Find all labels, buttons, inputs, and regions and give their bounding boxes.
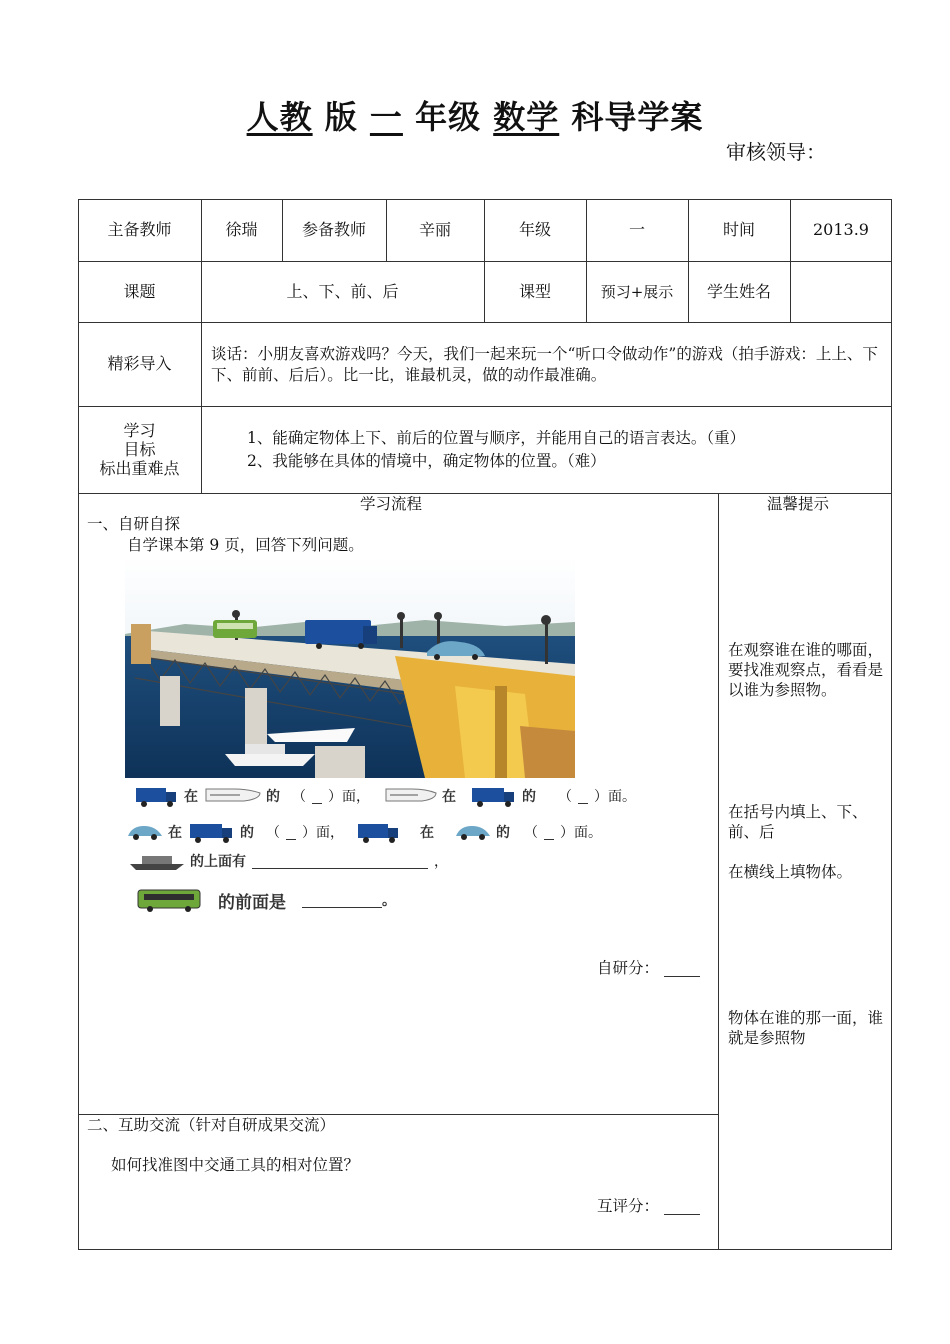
title-edition: 版 — [324, 98, 358, 136]
tip-4: 物体在谁的那一面，谁就是参照物 — [728, 1009, 884, 1047]
paren-close: ）面， — [302, 825, 344, 841]
goals-label-line: 标出重难点 — [99, 459, 180, 478]
page-title — [0, 92, 950, 138]
time-label: 时间 — [722, 220, 755, 239]
word-de: 的 — [496, 825, 510, 841]
reviewer-label: 审核领导： — [726, 140, 826, 164]
topic-label: 课题 — [123, 281, 156, 301]
train-icon — [204, 785, 262, 807]
peer-score — [597, 1196, 700, 1217]
truck-icon — [188, 820, 236, 844]
tips-header: 温馨提示 — [767, 495, 830, 513]
grade-label: 年级 — [518, 220, 551, 239]
title-publisher: 人教 — [246, 98, 313, 136]
peer-score-blank[interactable] — [664, 1200, 700, 1215]
student-name-value[interactable] — [790, 261, 892, 322]
paren-close: ）面， — [328, 789, 370, 805]
title-plan: 科导学案 — [571, 98, 704, 136]
goals-label-line: 学习 — [123, 421, 156, 440]
intro-label: 精彩导入 — [107, 354, 172, 373]
tip-2: 在括号内填上、下、前、后 — [728, 803, 868, 841]
bus-icon — [136, 886, 202, 914]
question-text: 的上面有 — [190, 854, 246, 870]
title-subject: 数学 — [493, 98, 560, 136]
lesson-type-value: 预习+展示 — [600, 282, 674, 301]
train-icon — [384, 785, 438, 807]
question-row — [126, 820, 608, 844]
paren-open: （ — [266, 825, 280, 841]
question-row — [128, 850, 454, 872]
answer-blank[interactable] — [302, 893, 382, 908]
bridge-illustration — [125, 556, 575, 778]
self-score-label: 自研分： — [597, 959, 660, 977]
goal-2: 2、我能够在具体的情境中，确定物体的位置。（难） — [247, 452, 606, 470]
word-zai: 在 — [420, 825, 434, 841]
section1-title: 一、自研自探 — [87, 515, 181, 533]
word-de: 的 — [240, 825, 254, 841]
title-grade: 年级 — [415, 98, 482, 136]
grade-value: 一 — [628, 220, 645, 239]
paren-open: （ — [292, 789, 306, 805]
goals-label-line: 目标 — [123, 440, 156, 459]
time-value: 2013.9 — [813, 220, 869, 239]
topic-value: 上、下、前、后 — [286, 281, 399, 301]
question-row — [134, 784, 642, 808]
co-teacher-label: 参备教师 — [301, 220, 366, 239]
tip-3: 在横线上填物体。 — [728, 863, 853, 881]
truck-icon — [470, 784, 518, 808]
section2-question: 如何找准图中交通工具的相对位置？ — [111, 1156, 360, 1174]
intro-text: 谈话：小朋友喜欢游戏吗？今天，我们一起来玩一个“听口令做动作”的游戏（拍手游戏：上上、下下、前前、后后）。比一比，谁最机灵，做的动作最准确。 — [211, 345, 878, 384]
self-score — [597, 958, 700, 979]
question-text: 的前面是 — [218, 892, 286, 913]
paren-open: （ — [558, 789, 572, 805]
word-zai: 在 — [168, 825, 182, 841]
boat-icon — [128, 850, 186, 872]
process-header: 学习流程 — [360, 495, 423, 513]
question-end: ， — [434, 854, 448, 870]
answer-blank[interactable] — [544, 825, 554, 840]
lesson-type-label: 课型 — [518, 281, 551, 301]
self-score-blank[interactable] — [664, 962, 700, 977]
paren-open: （ — [524, 825, 538, 841]
word-de: 的 — [522, 789, 536, 805]
paren-close: ）面。 — [594, 789, 636, 805]
word-de: 的 — [266, 789, 280, 805]
answer-blank[interactable] — [312, 789, 322, 804]
truck-icon — [356, 820, 402, 844]
word-zai: 在 — [184, 789, 198, 805]
question-end: 。 — [382, 893, 396, 909]
question-row — [136, 886, 402, 914]
peer-score-label: 互评分： — [597, 1197, 660, 1215]
car-icon — [126, 822, 164, 842]
student-name-label: 学生姓名 — [706, 281, 771, 301]
truck-icon — [134, 784, 180, 808]
answer-blank[interactable] — [252, 854, 428, 869]
title-grade-number: 一 — [369, 98, 403, 136]
paren-close: ）面。 — [560, 825, 602, 841]
goal-1: 1、能确定物体上下、前后的位置与顺序，并能用自己的语言表达。（重） — [247, 429, 746, 447]
word-zai: 在 — [442, 789, 456, 805]
goals-label — [78, 406, 201, 493]
lead-teacher-value: 徐瑞 — [225, 220, 258, 239]
tip-1: 在观察谁在谁的哪面，要找准观察点，看看是以谁为参照物。 — [728, 641, 884, 699]
car-icon — [454, 822, 492, 842]
lead-teacher-label: 主备教师 — [107, 220, 172, 239]
answer-blank[interactable] — [286, 825, 296, 840]
answer-blank[interactable] — [578, 789, 588, 804]
table-divider — [718, 493, 719, 1250]
section2-title: 二、互助交流（针对自研成果交流） — [87, 1116, 336, 1134]
section1-instruction: 自学课本第 9 页，回答下列问题。 — [127, 536, 364, 554]
co-teacher-value: 辛丽 — [418, 220, 451, 239]
